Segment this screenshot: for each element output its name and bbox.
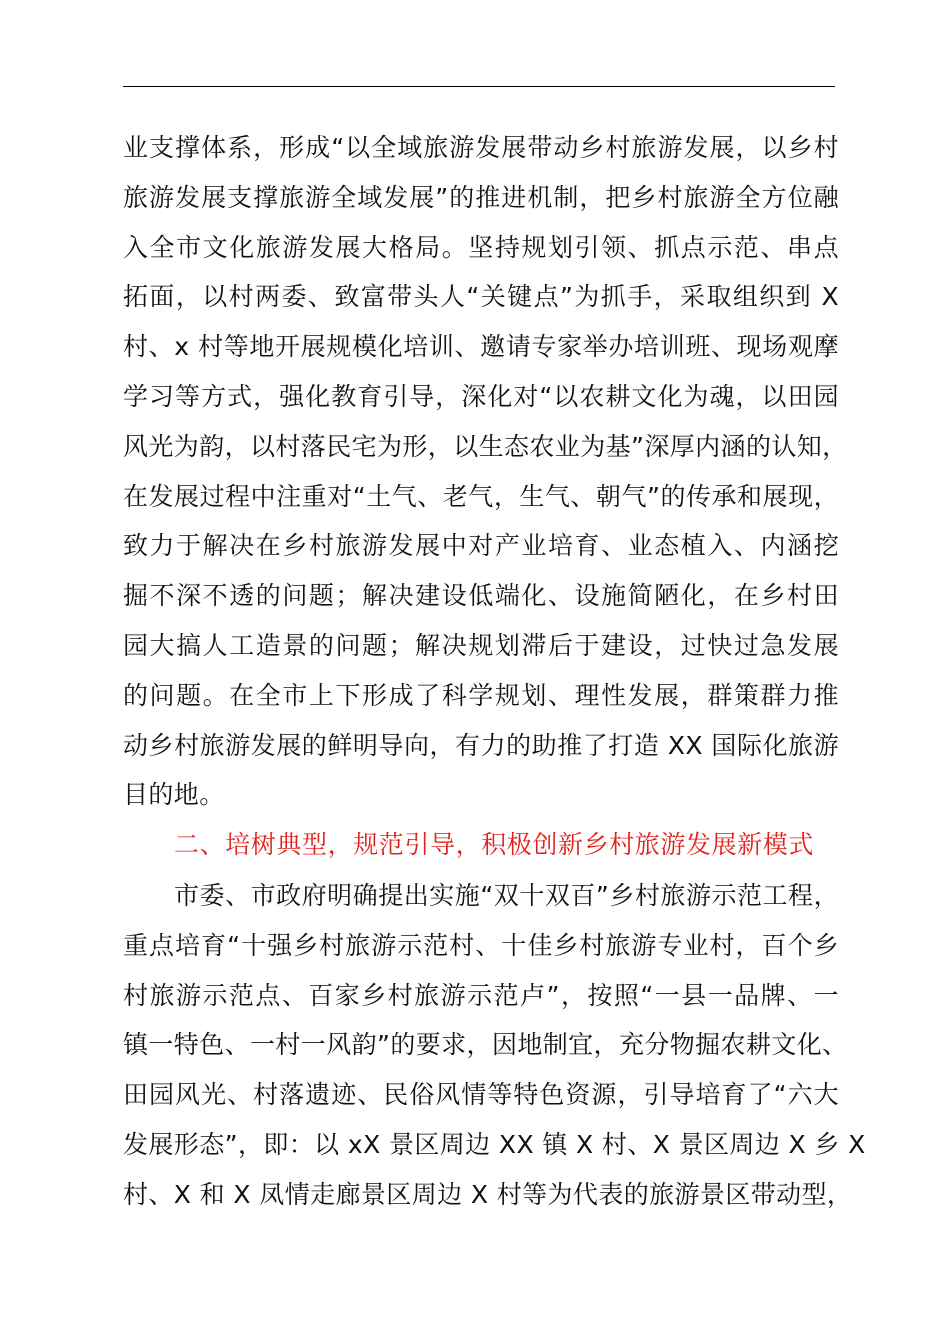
text-line: 田园风光、村落遗迹、民俗风情等特色资源，引导培育了“六大 bbox=[123, 1080, 839, 1110]
text-line: 村、X 和 X 凤情走廊景区周边 X 村等为代表的旅游景区带动型， bbox=[123, 1179, 853, 1209]
text-line: 学习等方式，强化教育引导，深化对“以农耕文化为魂，以田园 bbox=[123, 381, 839, 411]
section-heading: 二、培树典型，规范引导，积极创新乡村旅游发展新模式 bbox=[174, 830, 815, 859]
paragraph-1 bbox=[123, 123, 848, 820]
section-heading-block bbox=[123, 820, 839, 870]
header-rule bbox=[123, 86, 835, 87]
text-line: 风光为韵，以村落民宅为形，以生态农业为基”深厚内涵的认知， bbox=[123, 431, 848, 461]
text-line: 市委、市政府明确提出实施“双十双百”乡村旅游示范工程， bbox=[174, 881, 839, 910]
text-line: 镇一特色、一村一风韵”的要求，因地制宜，充分物掘农耕文化、 bbox=[123, 1030, 848, 1060]
text-line: 业支撑体系，形成“以全域旅游发展带动乡村旅游发展，以乡村 bbox=[123, 133, 839, 162]
text-line: 旅游发展支撑旅游全域发展”的推进机制，把乡村旅游全方位融 bbox=[123, 182, 839, 212]
text-line: 园大搞人工造景的问题；解决规划滞后于建设，过快过急发展 bbox=[123, 630, 839, 660]
text-line: 拓面，以村两委、致富带头人“关键点”为抓手，采取组织到 X bbox=[123, 282, 839, 312]
text-line: 重点培育“十强乡村旅游示范村、十佳乡村旅游专业村，百个乡 bbox=[123, 930, 839, 960]
text-line: 村旅游示范点、百家乡村旅游示范卢”，按照“一县一品牌、一 bbox=[123, 980, 839, 1010]
text-line: 致力于解决在乡村旅游发展中对产业培育、业态植入、内涵挖 bbox=[123, 531, 839, 561]
text-line: 掘不深不透的问题；解决建设低端化、设施简陋化，在乡村田 bbox=[123, 581, 839, 611]
text-line: 目的地。 bbox=[123, 780, 225, 810]
text-line: 动乡村旅游发展的鲜明导向，有力的助推了打造 XX 国际化旅游 bbox=[123, 730, 839, 760]
paragraph-2 bbox=[123, 871, 866, 1220]
text-line: 村、x 村等地开展规模化培训、邀请专家举办培训班、现场观摩 bbox=[123, 332, 839, 362]
text-line: 入全市文化旅游发展大格局。坚持规划引领、抓点示范、串点 bbox=[123, 232, 839, 262]
text-line: 的问题。在全市上下形成了科学规划、理性发展，群策群力推 bbox=[123, 680, 839, 710]
text-line: 在发展过程中注重对“土气、老气，生气、朝气”的传承和展现， bbox=[123, 481, 839, 511]
text-line: 发展形态”，即：以 xX 景区周边 XX 镇 X 村、X 景区周边 X 乡 X bbox=[123, 1129, 866, 1159]
